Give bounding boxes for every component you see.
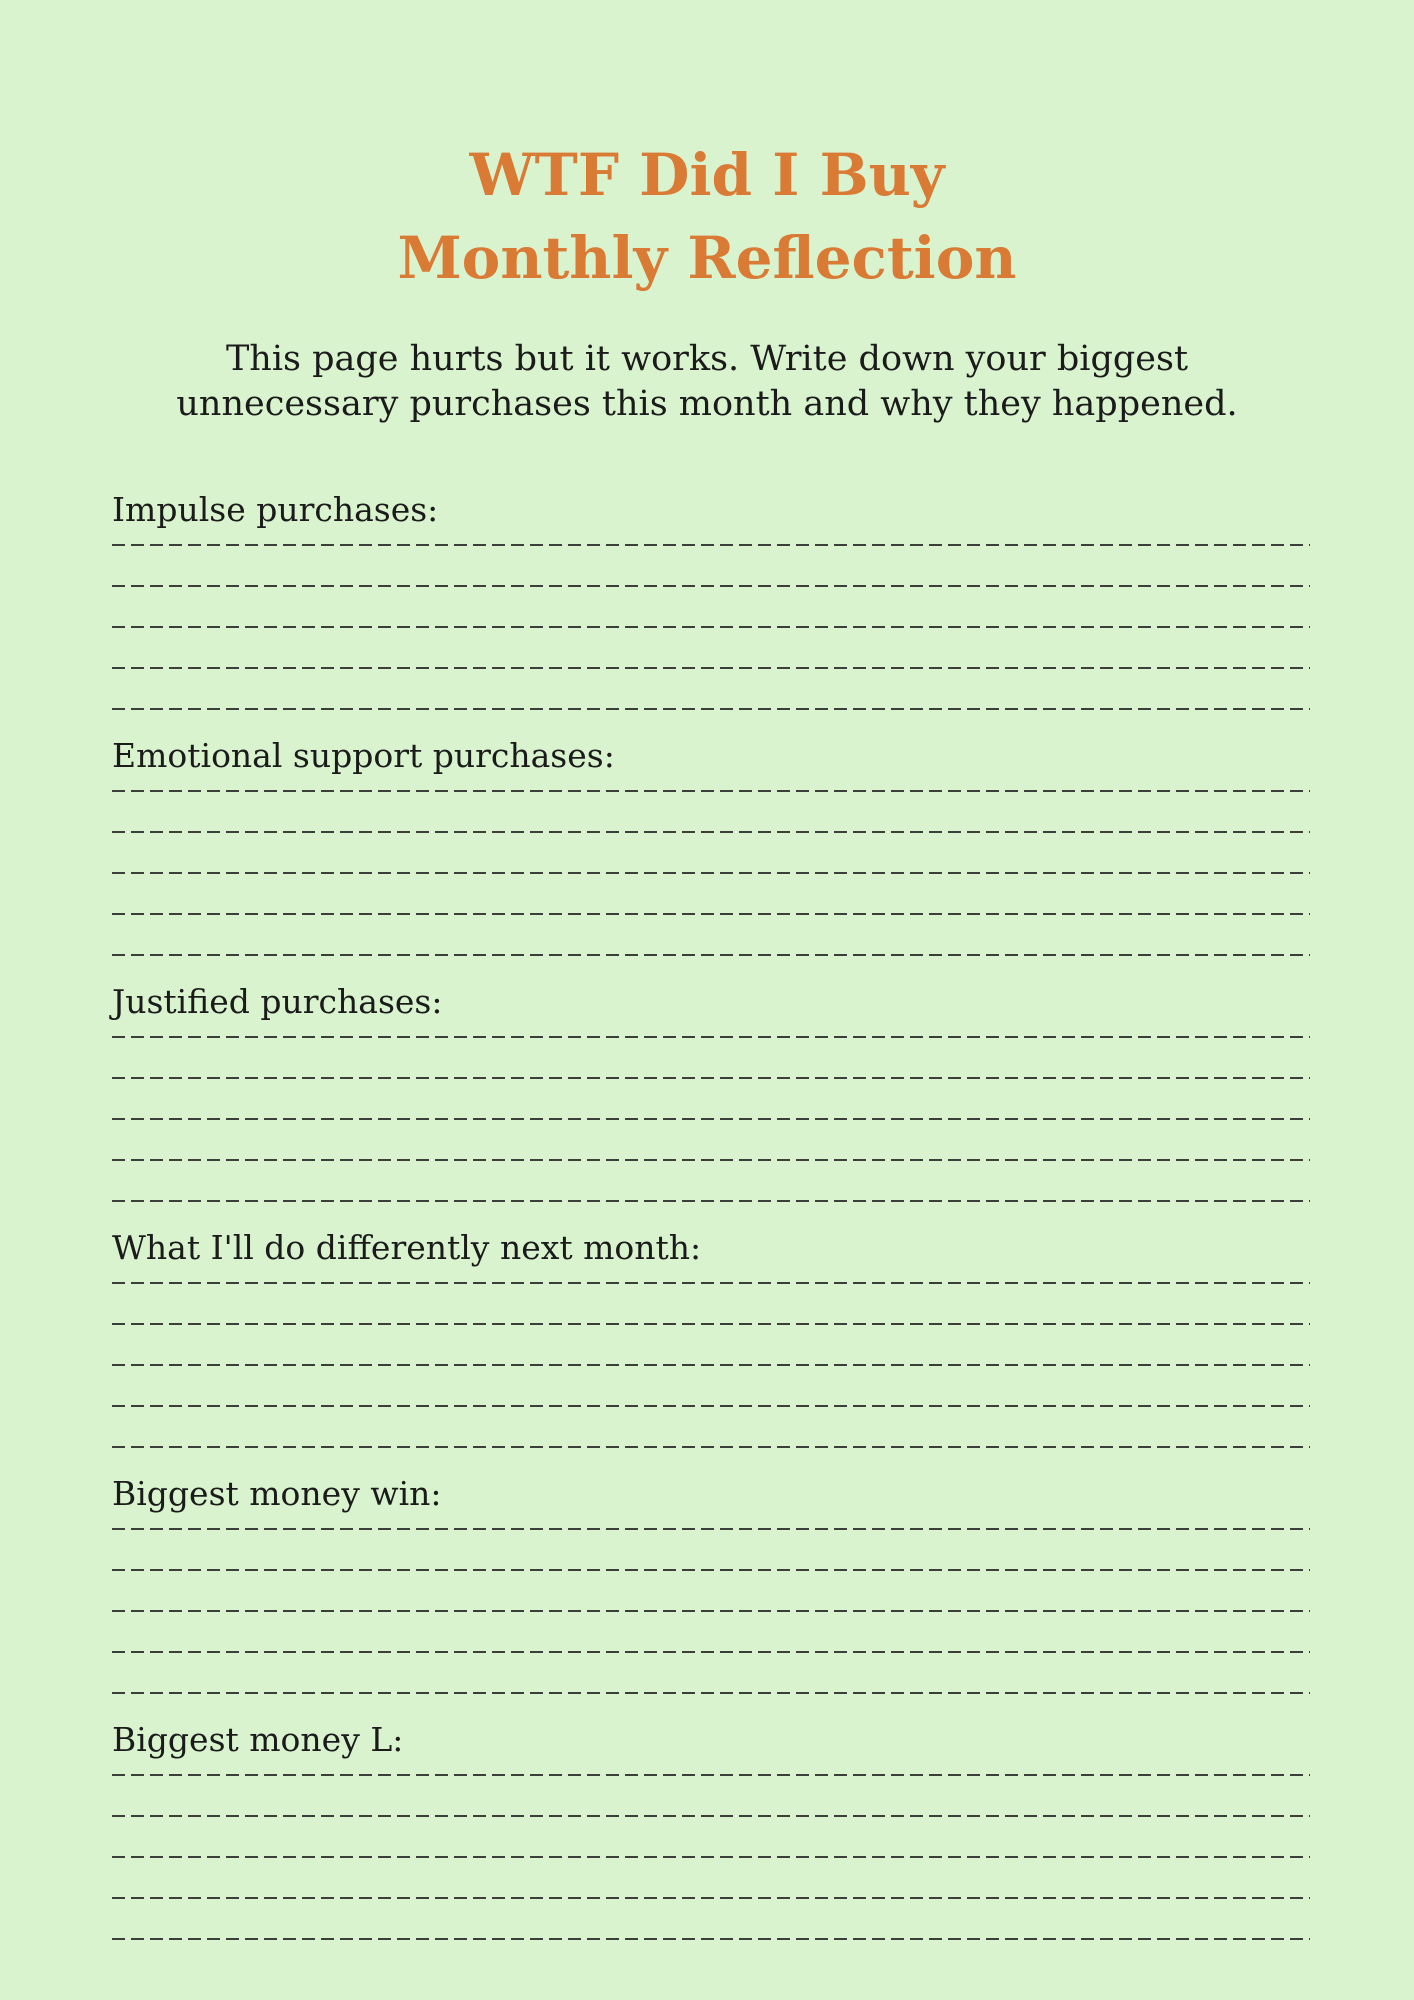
writing-line[interactable] (112, 1446, 1310, 1448)
writing-line[interactable] (112, 872, 1310, 874)
section-6 (112, 1718, 1310, 1979)
section-2 (112, 734, 1310, 995)
writing-line[interactable] (112, 954, 1310, 956)
writing-lines (112, 790, 1310, 956)
writing-line[interactable] (112, 1815, 1310, 1817)
writing-line[interactable] (112, 1118, 1310, 1120)
writing-line[interactable] (112, 1692, 1310, 1694)
writing-line[interactable] (112, 1159, 1310, 1161)
section-4 (112, 1226, 1310, 1487)
writing-line[interactable] (112, 1323, 1310, 1325)
section-5 (112, 1472, 1310, 1733)
writing-lines (112, 544, 1310, 710)
section-label: What I'll do differently next month: (112, 1228, 702, 1267)
writing-line[interactable] (112, 790, 1310, 792)
writing-lines (112, 1282, 1310, 1448)
section-label: Justified purchases: (112, 982, 443, 1021)
writing-line[interactable] (112, 667, 1310, 669)
writing-line[interactable] (112, 1364, 1310, 1366)
page-title: WTF Did I Buy (469, 141, 945, 209)
writing-line[interactable] (112, 1405, 1310, 1407)
writing-line[interactable] (112, 1651, 1310, 1653)
intro-text: This page hurts but it works. Write down your biggest unnecessary purchases this month and why they happened. (176, 339, 1238, 424)
section-label: Impulse purchases: (112, 490, 439, 529)
writing-lines (112, 1774, 1310, 1940)
section-1 (112, 488, 1310, 749)
writing-line[interactable] (112, 1774, 1310, 1776)
writing-lines (112, 1036, 1310, 1202)
writing-line[interactable] (112, 1528, 1310, 1530)
writing-line[interactable] (112, 1897, 1310, 1899)
writing-line[interactable] (112, 1036, 1310, 1038)
writing-line[interactable] (112, 831, 1310, 833)
writing-line[interactable] (112, 708, 1310, 710)
writing-line[interactable] (112, 1610, 1310, 1612)
writing-line[interactable] (112, 626, 1310, 628)
writing-line[interactable] (112, 1938, 1310, 1940)
writing-line[interactable] (112, 913, 1310, 915)
writing-line[interactable] (112, 585, 1310, 587)
writing-lines (112, 1528, 1310, 1694)
section-label: Biggest money win: (112, 1474, 442, 1513)
writing-line[interactable] (112, 1077, 1310, 1079)
writing-line[interactable] (112, 1856, 1310, 1858)
writing-line[interactable] (112, 1200, 1310, 1202)
writing-line[interactable] (112, 1569, 1310, 1571)
writing-line[interactable] (112, 1282, 1310, 1284)
page-subtitle: Monthly Reflection (397, 224, 1017, 292)
section-label: Emotional support purchases: (112, 736, 615, 775)
writing-line[interactable] (112, 544, 1310, 546)
section-label: Biggest money L: (112, 1720, 404, 1759)
section-3 (112, 980, 1310, 1241)
